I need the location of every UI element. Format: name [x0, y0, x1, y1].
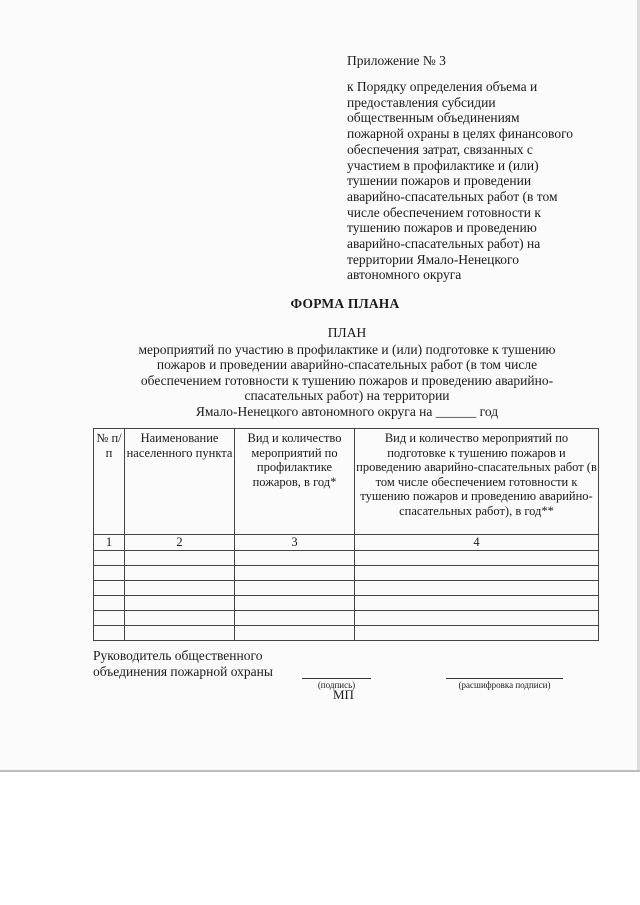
table-cell[interactable]	[125, 580, 235, 595]
plan-line: спасательных работ) на территории	[244, 388, 450, 404]
appendix-text	[347, 79, 612, 283]
stamp-place: МП	[333, 687, 354, 702]
table-cell[interactable]	[235, 625, 355, 640]
plan-line: Ямало-Ненецкого автономного округа на ______ год	[195, 403, 499, 419]
plan-heading	[108, 325, 586, 420]
appendix-title: Приложение № 3	[347, 53, 446, 68]
column-number: 3	[235, 535, 355, 551]
table-row	[94, 565, 599, 580]
appendix-line: обеспечения затрат, связанных с	[347, 141, 533, 157]
plan-line: пожаров и проведении аварийно-спасательных работ (в том числе	[156, 357, 538, 373]
column-number: 4	[355, 535, 599, 551]
appendix-line: территории Ямало-Ненецкого	[347, 251, 519, 267]
table-cell[interactable]	[235, 595, 355, 610]
header-prevention: Вид и количество мероприятий по профилактике пожаров, в год*	[235, 429, 355, 535]
column-number: 2	[125, 535, 235, 551]
signatory-line: Руководитель общественного	[93, 648, 263, 663]
signatory-block	[93, 648, 273, 680]
table-row	[94, 625, 599, 640]
appendix-line: тушению пожаров и проведению	[347, 220, 537, 236]
signature-field[interactable]	[302, 678, 371, 679]
appendix-line: к Порядку определения объема и	[347, 79, 538, 94]
table-cell[interactable]	[355, 550, 599, 565]
table-cell[interactable]	[94, 580, 125, 595]
table-cell[interactable]	[235, 550, 355, 565]
appendix-line: аварийно-спасательных работ (в том	[347, 188, 558, 204]
appendix-line: предоставления субсидии	[347, 94, 496, 110]
table-row	[94, 550, 599, 565]
appendix-line: числе обеспечением готовности к	[347, 204, 541, 220]
table-cell[interactable]	[235, 565, 355, 580]
plan-line: обеспечением готовности к тушению пожаров и проведению аварийно-	[140, 372, 554, 388]
table-cell[interactable]	[125, 595, 235, 610]
appendix-line: тушении пожаров и проведении	[347, 173, 532, 189]
header-preparation: Вид и количество мероприятий по подготовке к тушению пожаров и проведению аварийно-спасательных работ (в том числе обеспечением готовности к тушению пожаров и проведению аварийно-спасательных работ), в год**	[355, 429, 599, 535]
appendix-line: автономного округа	[347, 267, 462, 283]
appendix-line: аварийно-спасательных работ) на	[347, 236, 541, 252]
table-cell[interactable]	[125, 550, 235, 565]
plan-line: мероприятий по участию в профилактике и (или) подготовке к тушению	[138, 341, 556, 357]
signature-caption: (подпись)	[317, 680, 356, 690]
column-number: 1	[94, 535, 125, 551]
table-cell[interactable]	[125, 565, 235, 580]
table-numbering-row	[94, 535, 599, 551]
table-cell[interactable]	[355, 610, 599, 625]
table-cell[interactable]	[235, 580, 355, 595]
header-number: № п/п	[94, 429, 125, 535]
table-cell[interactable]	[94, 595, 125, 610]
table-row	[94, 595, 599, 610]
appendix-line: общественным объединениям	[347, 110, 520, 126]
table-cell[interactable]	[355, 580, 599, 595]
signature-decode-caption: (расшифровка подписи)	[458, 680, 551, 690]
table-cell[interactable]	[94, 610, 125, 625]
table-cell[interactable]	[94, 625, 125, 640]
appendix-line: участием в профилактике и (или)	[347, 157, 539, 173]
table-row	[94, 580, 599, 595]
table-cell[interactable]	[235, 610, 355, 625]
header-settlement: Наименование населенного пункта	[125, 429, 235, 535]
table-cell[interactable]	[94, 565, 125, 580]
table-header-row	[94, 429, 599, 535]
table-cell[interactable]	[355, 625, 599, 640]
signature-decode-field[interactable]	[446, 678, 563, 679]
table-cell[interactable]	[355, 595, 599, 610]
table-cell[interactable]	[94, 550, 125, 565]
table-cell[interactable]	[355, 565, 599, 580]
form-title: ФОРМА ПЛАНА	[290, 296, 400, 311]
plan-label: ПЛАН	[327, 325, 367, 340]
plan-table	[93, 428, 599, 641]
table-cell[interactable]	[125, 625, 235, 640]
signatory-line: объединения пожарной охраны	[93, 664, 273, 679]
table-row	[94, 610, 599, 625]
table-cell[interactable]	[125, 610, 235, 625]
appendix-line: пожарной охраны в целях финансового	[347, 126, 574, 142]
